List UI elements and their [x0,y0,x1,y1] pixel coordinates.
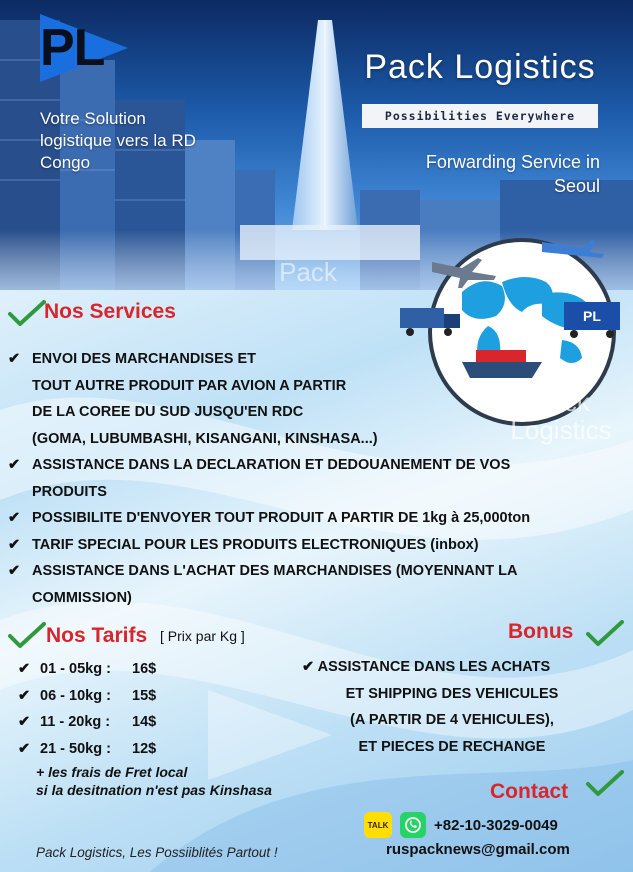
watermark-text: Pack [279,257,337,287]
bonus-line: ET PIECES DE RECHANGE [358,738,546,755]
logo-text: PL [40,19,105,77]
tarif-price: 16$ [132,661,157,677]
service-text: POSSIBILITE D'ENVOYER TOUT PRODUIT A PARTIR DE 1kg à 25,000ton [32,510,531,526]
contact-email[interactable]: ruspacknews@gmail.com [386,841,570,858]
tarif-price: 12$ [132,740,157,757]
check-icon [8,622,46,648]
check-icon: ✔ [8,510,21,526]
service-text: ENVOI DES MARCHANDISES ET TOUT AUTRE PRODUIT PAR AVION A PARTIR DE LA COREE DU SUD JUSQU'EN RDC (GOMA, LUBUMBASHI, KISANGANI, KINSHASA...) [32,351,378,447]
bonus-title: Bonus [508,620,574,643]
services-title: Nos Services [44,300,176,323]
tarifs-subtitle: [ Prix par Kg ] [160,628,245,644]
list-item [8,505,583,532]
tarif-range: 01 - 05kg : [40,661,111,677]
check-icon: ✔ [18,714,31,730]
hero-tagline: Votre Solution logistique vers la RD Congo [40,109,196,172]
check-icon: ✔ [8,351,21,367]
list-item [8,532,583,559]
tarif-row [18,683,218,710]
services-list [8,346,583,611]
footer-slogan: Pack Logistics, Les Possiiblités Partout ! [36,845,278,860]
check-icon [586,620,624,646]
check-icon: ✔ [18,661,31,677]
check-icon: ✔ [18,740,31,757]
check-icon: ✔ [18,687,31,704]
tarifs-title: Nos Tarifs [46,624,148,647]
brand-slogan: Possibilities Everywhere [362,104,598,128]
check-icon: ✔ [8,563,21,579]
brand-title: Pack Logistics [364,48,596,86]
fret-note: + les frais de Fret local si la desitnation n'est pas Kinshasa [36,764,272,798]
list-item [8,452,583,505]
bonus-line: ET SHIPPING DES VEHICULES [345,685,559,702]
watermark-text-globe: Pack Logistics [510,387,612,445]
tarif-range: 11 - 20kg : [40,714,111,730]
contact-phone[interactable]: +82-10-3029-0049 [434,816,558,834]
tarif-row [18,709,218,736]
tarif-range: 21 - 50kg : [40,740,111,757]
tarif-range: 06 - 10kg : [40,687,111,704]
tarif-price: 14$ [132,714,157,730]
service-text: ASSISTANCE DANS LA DECLARATION ET DEDOUANEMENT DE VOS PRODUITS [32,457,511,500]
bonus-line: (A PARTIR DE 4 VEHICULES), [350,712,554,728]
tarif-price: 15$ [132,687,157,704]
pl-logo [40,14,130,82]
check-icon: ✔ [8,457,21,473]
bonus-line: ✔ ASSISTANCE DANS LES ACHATS [302,659,551,675]
bonus-text [302,654,602,760]
contact-title: Contact [490,780,569,803]
svg-text:PL: PL [583,308,601,324]
check-icon: ✔ [8,536,21,553]
list-item [8,346,583,452]
forwarding-service-text: Forwarding Service in Seoul [425,152,600,196]
service-text: TARIF SPECIAL POUR LES PRODUITS ELECTRONIQUES (inbox) [32,536,479,553]
tarifs-list [18,656,218,762]
service-text: ASSISTANCE DANS L'ACHAT DES MARCHANDISES (MOYENNANT LA COMMISSION) [32,563,517,606]
check-icon [8,300,46,326]
check-icon [586,770,624,796]
contact-phone-row [364,812,558,838]
tarif-row [18,736,218,763]
kakaotalk-icon: TALK [364,812,392,838]
whatsapp-icon [400,812,426,838]
tarif-row [18,656,218,683]
list-item [8,558,583,611]
